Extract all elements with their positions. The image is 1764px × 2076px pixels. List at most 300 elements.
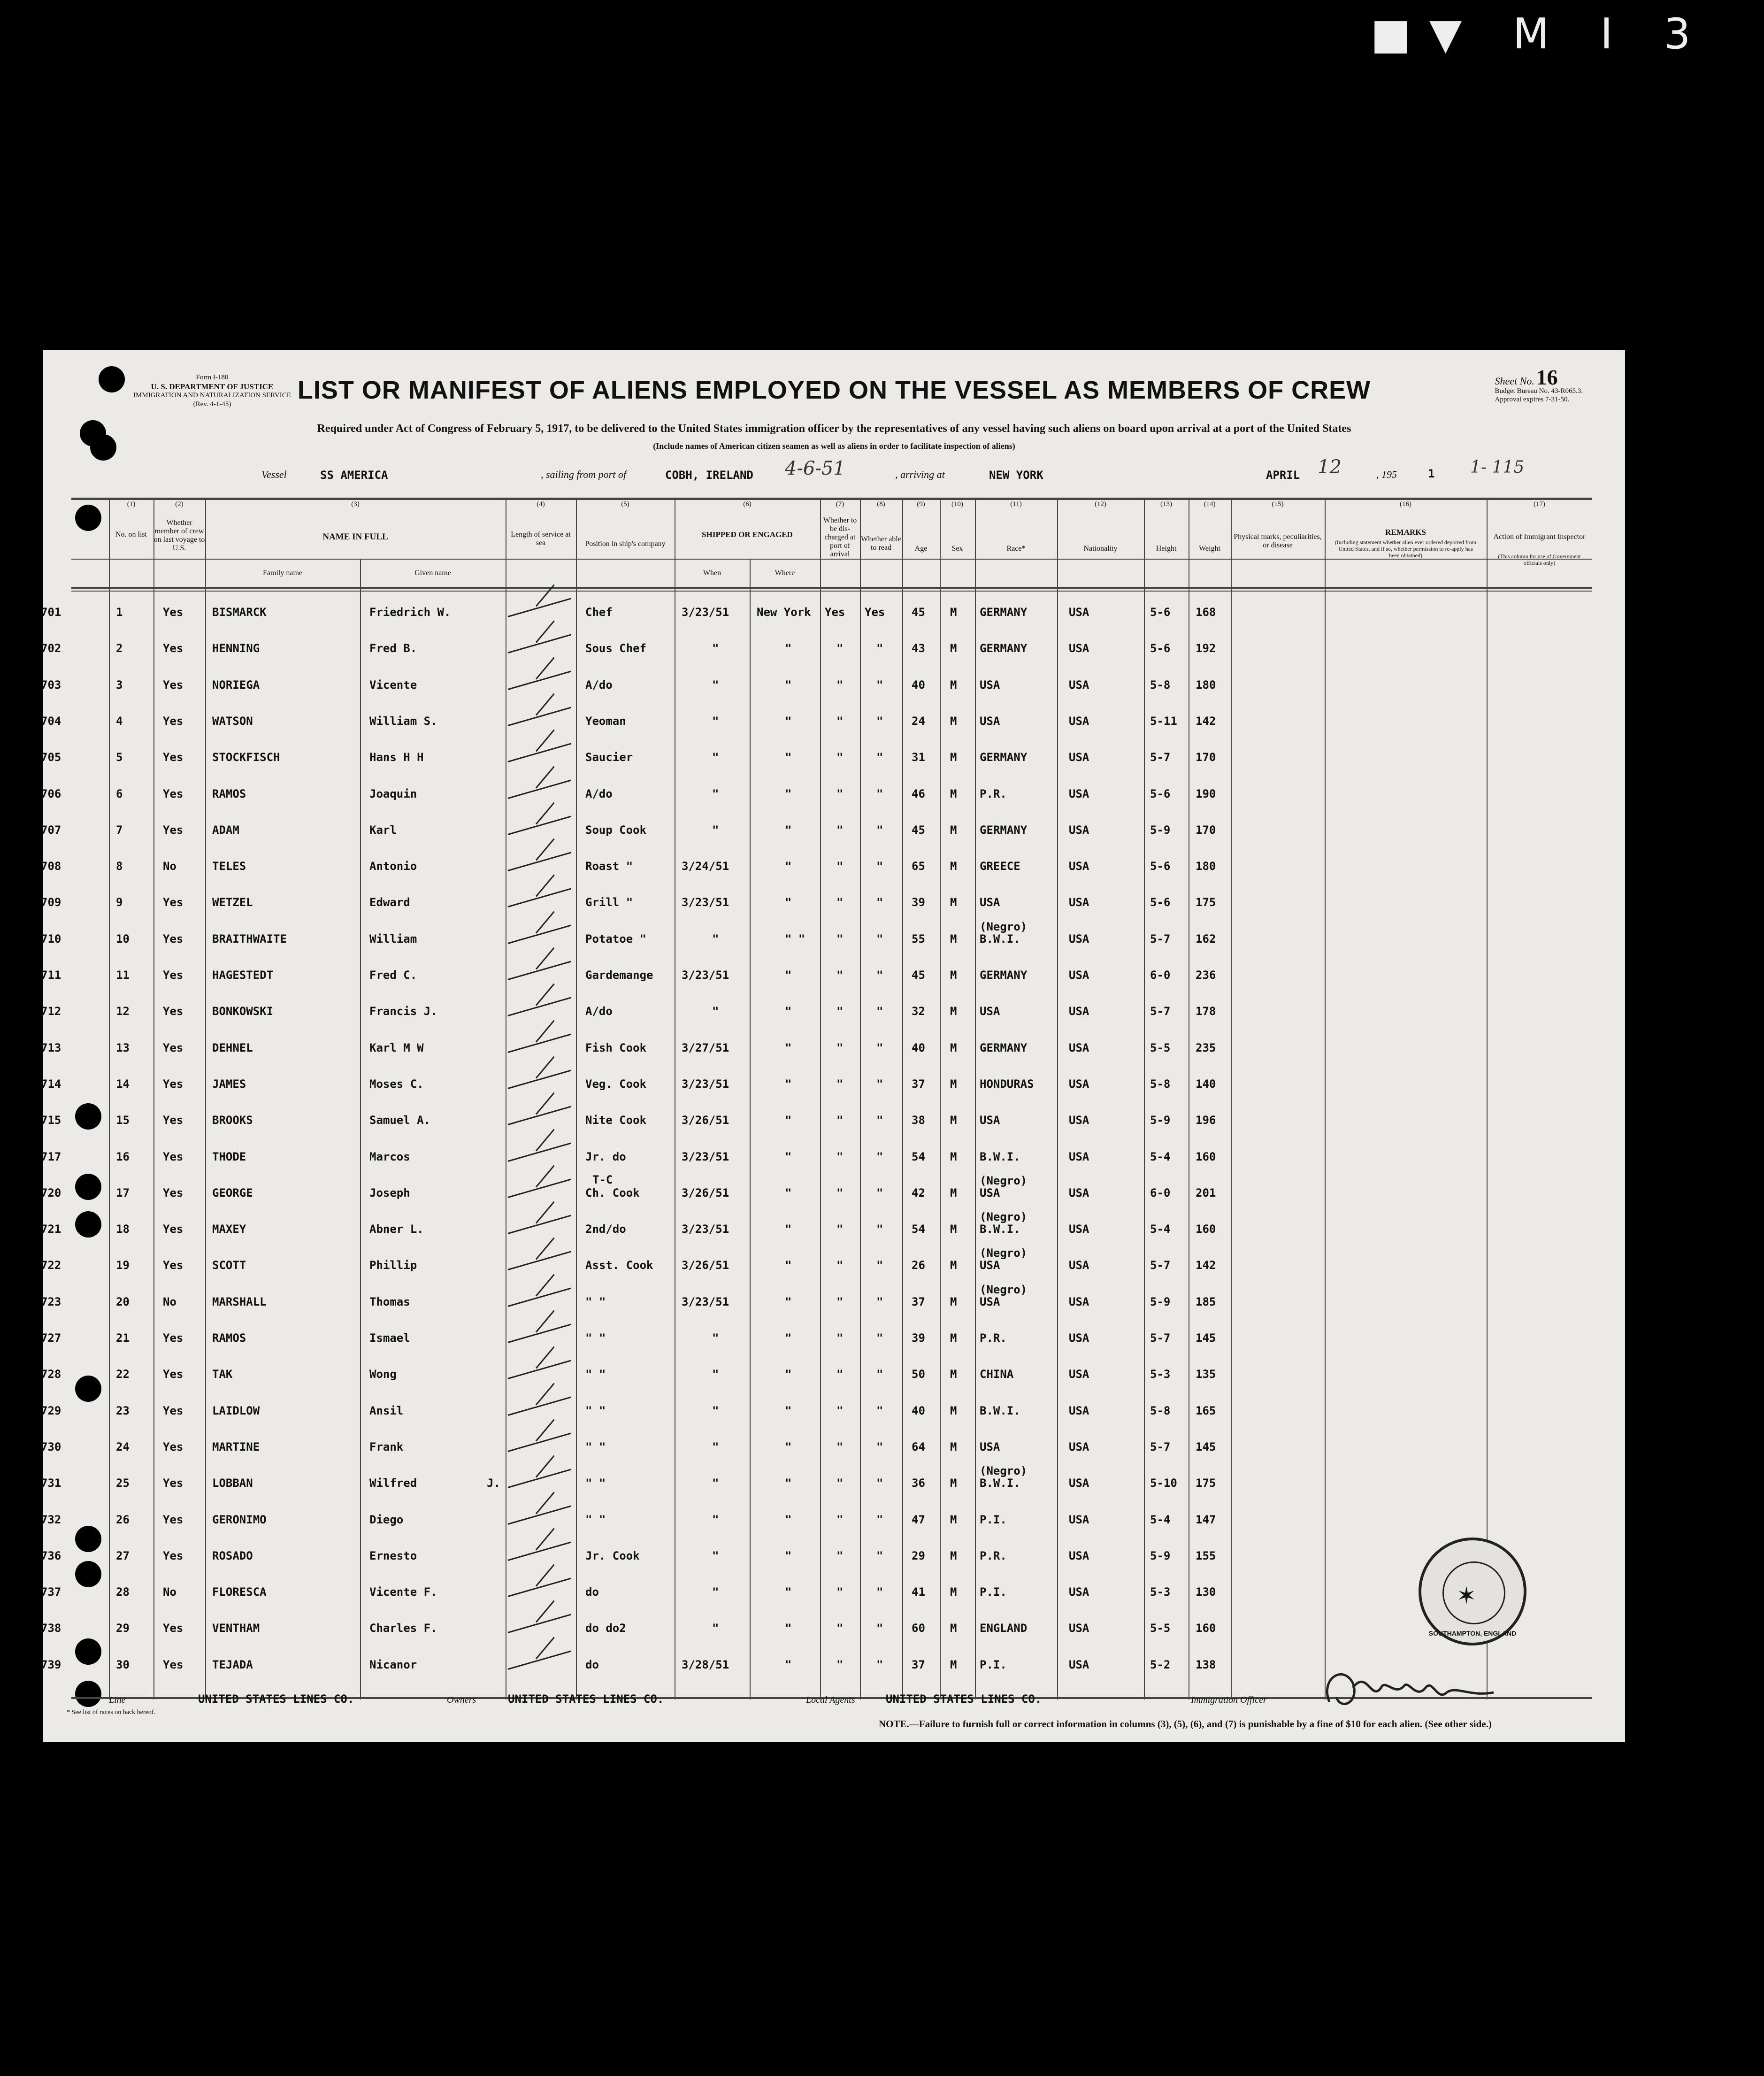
col6-header: SHIPPED OR ENGAGED <box>702 530 793 539</box>
sheet-number: 16 <box>1536 365 1558 389</box>
height: 5-6 <box>1150 642 1171 655</box>
race: USA <box>980 1114 1000 1127</box>
last-voyage: Yes <box>163 787 184 800</box>
arriving-label: , arriving at <box>895 469 945 480</box>
family-name: DEHNEL <box>212 1041 253 1054</box>
position: A/do <box>585 678 613 692</box>
shipped-where: " <box>785 715 792 728</box>
sex: M <box>950 1658 957 1671</box>
sex: M <box>950 1186 957 1199</box>
given-name: Fred C. <box>369 969 417 982</box>
shipped-where: " <box>785 1368 792 1381</box>
sex: M <box>950 1150 957 1163</box>
shipped-when: 3/26/51 <box>682 1114 729 1127</box>
sex: M <box>950 1513 957 1526</box>
given-name: William <box>369 932 417 946</box>
row-number: 5 <box>116 751 123 764</box>
race: P.I. <box>980 1585 1007 1599</box>
nationality: USA <box>1069 1041 1089 1054</box>
row-number: 15 <box>116 1114 130 1127</box>
margin-number: 703 <box>41 678 61 692</box>
weight: 130 <box>1196 1585 1216 1599</box>
discharged: Yes <box>825 606 845 619</box>
position: Jr. Cook <box>585 1549 640 1562</box>
row-number: 25 <box>116 1476 130 1490</box>
nationality: USA <box>1069 715 1089 728</box>
given-name: Moses C. <box>369 1077 424 1091</box>
able-to-read: " <box>876 715 883 728</box>
last-voyage: No <box>163 1295 176 1308</box>
shipped-when: " <box>712 1440 719 1453</box>
weight: 155 <box>1196 1549 1216 1562</box>
margin-number: 702 <box>41 642 61 655</box>
sex: M <box>950 1368 957 1381</box>
race-note: (Negro) <box>980 1283 1028 1296</box>
header-subrule <box>71 559 1592 560</box>
nationality: USA <box>1069 896 1089 909</box>
family-name: RAMOS <box>212 787 246 800</box>
able-to-read: " <box>876 1005 883 1018</box>
weight: 175 <box>1196 1476 1216 1490</box>
row-number: 12 <box>116 1005 130 1018</box>
form-number: Form I-180 <box>196 374 229 381</box>
margin-number: 728 <box>41 1368 61 1381</box>
handwritten-reference: 1- 115 <box>1470 458 1525 477</box>
given-name: Edward <box>369 896 410 909</box>
able-to-read: " <box>876 932 883 946</box>
race: GREECE <box>980 860 1020 873</box>
shipped-when: 3/23/51 <box>682 1223 729 1236</box>
row-number: 9 <box>116 896 123 909</box>
race: P.R. <box>980 1331 1007 1345</box>
given-name: Vicente <box>369 678 417 692</box>
nationality: USA <box>1069 1186 1089 1199</box>
age: 40 <box>912 678 925 692</box>
race: P.R. <box>980 1549 1007 1562</box>
discharged: " <box>836 751 844 764</box>
age: 32 <box>912 1005 925 1018</box>
weight: 235 <box>1196 1041 1216 1054</box>
last-voyage: Yes <box>163 1077 184 1091</box>
discharged: " <box>836 1622 844 1635</box>
owners-value: UNITED STATES LINES CO. <box>508 1692 664 1706</box>
weight: 135 <box>1196 1368 1216 1381</box>
weight: 142 <box>1196 715 1216 728</box>
column-rule <box>940 498 941 1699</box>
race: P.R. <box>980 787 1007 800</box>
weight: 201 <box>1196 1186 1216 1199</box>
able-to-read: " <box>876 678 883 692</box>
shipped-where: " <box>785 969 792 982</box>
shipped-when: " <box>712 1549 719 1562</box>
discharged: " <box>836 1077 844 1091</box>
row-number: 16 <box>116 1150 130 1163</box>
shipped-where: New York <box>757 606 811 619</box>
shipped-where: " <box>785 678 792 692</box>
shipped-when: " <box>712 678 719 692</box>
given-name: Thomas <box>369 1295 410 1308</box>
nationality: USA <box>1069 1295 1089 1308</box>
given-name: Marcos <box>369 1150 410 1163</box>
given-name: Abner L. <box>369 1223 424 1236</box>
discharged: " <box>836 787 844 800</box>
race-note: (Negro) <box>980 920 1028 933</box>
margin-number: 714 <box>41 1077 61 1091</box>
able-to-read: " <box>876 823 883 837</box>
race-footnote: * See list of races on back hereof. <box>67 1709 155 1716</box>
height: 5-9 <box>1150 1295 1171 1308</box>
shipped-when: " <box>712 1404 719 1417</box>
height: 5-5 <box>1150 1041 1171 1054</box>
race: USA <box>980 1186 1000 1199</box>
weight: 192 <box>1196 642 1216 655</box>
able-to-read: " <box>876 1114 883 1127</box>
able-to-read: Yes <box>865 606 885 619</box>
height: 5-6 <box>1150 896 1171 909</box>
nationality: USA <box>1069 823 1089 837</box>
position: Ch. Cook <box>585 1186 640 1199</box>
position: Gardemange <box>585 969 653 982</box>
shipped-where: " <box>785 896 792 909</box>
crew-table <box>41 498 1592 1699</box>
age: 65 <box>912 860 925 873</box>
age: 37 <box>912 1077 925 1091</box>
height: 5-9 <box>1150 823 1171 837</box>
col1-header: No. on list <box>115 531 147 538</box>
col17-header: Action of Immigrant Inspector <box>1493 533 1586 541</box>
able-to-read: " <box>876 1404 883 1417</box>
shipped-where: " <box>785 1331 792 1345</box>
family-name: SCOTT <box>212 1259 246 1272</box>
last-voyage: Yes <box>163 1223 184 1236</box>
able-to-read: " <box>876 1223 883 1236</box>
shipped-where: " <box>785 1223 792 1236</box>
margin-number: 706 <box>41 787 61 800</box>
sex: M <box>950 1440 957 1453</box>
family-name: WATSON <box>212 715 253 728</box>
family-name: HAGESTEDT <box>212 969 274 982</box>
col3-header: NAME IN FULL <box>322 532 388 542</box>
subtitle: Required under Act of Congress of February 5, 1917, to be delivered to the United States immigration officer by the representatives of any vessel having such aliens on board upon arrival at a port of the United States <box>317 423 1351 435</box>
family-name: ROSADO <box>212 1549 253 1562</box>
family-name: STOCKFISCH <box>212 751 280 764</box>
shipped-where: " <box>785 1513 792 1526</box>
margin-number: 730 <box>41 1440 61 1453</box>
last-voyage: Yes <box>163 1114 184 1127</box>
discharged: " <box>836 715 844 728</box>
weight: 140 <box>1196 1077 1216 1091</box>
col9-header: Age <box>914 545 928 553</box>
margin-number: 737 <box>41 1585 61 1599</box>
age: 31 <box>912 751 925 764</box>
sex: M <box>950 642 957 655</box>
last-voyage: Yes <box>163 969 184 982</box>
col13-header: Height <box>1156 545 1177 553</box>
given-name: Nicanor <box>369 1658 417 1671</box>
height: 5-10 <box>1150 1476 1177 1490</box>
col16-number: (16) <box>1400 500 1411 508</box>
nationality: USA <box>1069 1549 1089 1562</box>
weight: 190 <box>1196 787 1216 800</box>
nationality: USA <box>1069 1368 1089 1381</box>
arrival-day: 12 <box>1318 456 1342 478</box>
weight: 138 <box>1196 1658 1216 1671</box>
age: 55 <box>912 932 925 946</box>
given-name: Hans H H <box>369 751 424 764</box>
race: B.W.I. <box>980 1476 1020 1490</box>
shipped-where: " <box>785 642 792 655</box>
nationality: USA <box>1069 1077 1089 1091</box>
discharged: " <box>836 1223 844 1236</box>
last-voyage: Yes <box>163 1658 184 1671</box>
margin-number: 720 <box>41 1186 61 1199</box>
family-name: BRAITHWAITE <box>212 932 287 946</box>
col2-number: (2) <box>175 500 184 508</box>
given-name: Fred B. <box>369 642 417 655</box>
race: GERMANY <box>980 1041 1028 1054</box>
able-to-read: " <box>876 1259 883 1272</box>
where-header: Where <box>775 569 795 577</box>
age: 45 <box>912 969 925 982</box>
able-to-read: " <box>876 787 883 800</box>
able-to-read: " <box>876 1622 883 1635</box>
last-voyage: No <box>163 860 176 873</box>
weight: 236 <box>1196 969 1216 982</box>
shipped-where: " <box>785 1114 792 1127</box>
discharged: " <box>836 1005 844 1018</box>
shipped-when: 3/23/51 <box>682 1077 729 1091</box>
column-rule <box>153 498 154 1699</box>
year-digit: 1 <box>1428 467 1435 480</box>
height: 5-11 <box>1150 715 1177 728</box>
last-voyage: Yes <box>163 932 184 946</box>
shipped-when: " <box>712 1513 719 1526</box>
discharged: " <box>836 1041 844 1054</box>
position: do do2 <box>585 1622 626 1635</box>
age: 37 <box>912 1658 925 1671</box>
race-note: (Negro) <box>980 1174 1028 1187</box>
weight: 162 <box>1196 932 1216 946</box>
age: 36 <box>912 1476 925 1490</box>
margin-number: 711 <box>41 969 61 982</box>
race: GERMANY <box>980 642 1028 655</box>
shipped-when: " <box>712 1476 719 1490</box>
margin-number: 731 <box>41 1476 61 1490</box>
given-name: Friedrich W. <box>369 606 451 619</box>
row-number: 11 <box>116 969 130 982</box>
subnote: (Include names of American citizen seamen as well as aliens in order to facilitate inspection of aliens) <box>653 441 1015 451</box>
col1-number: (1) <box>127 500 136 508</box>
last-voyage: Yes <box>163 1259 184 1272</box>
sex: M <box>950 1549 957 1562</box>
weight: 145 <box>1196 1331 1216 1345</box>
sex: M <box>950 1295 957 1308</box>
given-name: Joaquin <box>369 787 417 800</box>
able-to-read: " <box>876 1295 883 1308</box>
position: Soup Cook <box>585 823 647 837</box>
line-value: UNITED STATES LINES CO. <box>198 1692 354 1706</box>
race-note: (Negro) <box>980 1246 1028 1260</box>
height: 5-7 <box>1150 932 1171 946</box>
nationality: USA <box>1069 1223 1089 1236</box>
arrival-month: APRIL <box>1266 469 1300 482</box>
position: Grill " <box>585 896 633 909</box>
when-header: When <box>703 569 721 577</box>
family-name: JAMES <box>212 1077 246 1091</box>
weight: 142 <box>1196 1259 1216 1272</box>
nationality: USA <box>1069 606 1089 619</box>
weight: 147 <box>1196 1513 1216 1526</box>
col17-number: (17) <box>1534 500 1545 508</box>
column-rule <box>902 498 903 1699</box>
discharged: " <box>836 860 844 873</box>
row-number: 26 <box>116 1513 130 1526</box>
col5-header: Position in ship's company <box>585 540 666 548</box>
shipped-when: 3/23/51 <box>682 1150 729 1163</box>
shipped-where: " <box>785 823 792 837</box>
race: USA <box>980 678 1000 692</box>
last-voyage: Yes <box>163 678 184 692</box>
shipped-where: " <box>785 860 792 873</box>
shipped-when: " <box>712 787 719 800</box>
sex: M <box>950 1476 957 1490</box>
able-to-read: " <box>876 1585 883 1599</box>
age: 42 <box>912 1186 925 1199</box>
shipped-where: " <box>785 1186 792 1199</box>
family-name: TEJADA <box>212 1658 253 1671</box>
manifest-sheet <box>43 350 1625 1742</box>
family-name: TAK <box>212 1368 233 1381</box>
shipped-when: " <box>712 1368 719 1381</box>
family-name: LOBBAN <box>212 1476 253 1490</box>
race: GERMANY <box>980 606 1028 619</box>
weight: 160 <box>1196 1150 1216 1163</box>
shipped-where: " <box>785 787 792 800</box>
sex: M <box>950 1077 957 1091</box>
position: " " <box>585 1368 606 1381</box>
col14-number: (14) <box>1204 500 1216 508</box>
col10-number: (10) <box>951 500 963 508</box>
position: " " <box>585 1331 606 1345</box>
officer-label: Immigration Officer <box>1191 1695 1267 1705</box>
nationality: USA <box>1069 1440 1089 1453</box>
shipped-when: " <box>712 751 719 764</box>
weight: 175 <box>1196 896 1216 909</box>
row-number: 28 <box>116 1585 130 1599</box>
shipped-when: 3/23/51 <box>682 896 729 909</box>
discharged: " <box>836 969 844 982</box>
sex: M <box>950 896 957 909</box>
column-rule <box>205 498 206 1699</box>
margin-number: 713 <box>41 1041 61 1054</box>
discharged: " <box>836 1259 844 1272</box>
last-voyage: Yes <box>163 1440 184 1453</box>
last-voyage: Yes <box>163 715 184 728</box>
weight: 168 <box>1196 606 1216 619</box>
row-number: 17 <box>116 1186 130 1199</box>
shipped-when: 3/23/51 <box>682 1295 729 1308</box>
given-name: Wilfred <box>369 1476 417 1490</box>
given-name: Charles F. <box>369 1622 437 1635</box>
shipped-where: " <box>785 1549 792 1562</box>
row-number: 7 <box>116 823 123 837</box>
shipped-when: 3/27/51 <box>682 1041 729 1054</box>
position: 2nd/do <box>585 1223 626 1236</box>
shipped-where: " <box>785 1259 792 1272</box>
weight: 185 <box>1196 1295 1216 1308</box>
able-to-read: " <box>876 1150 883 1163</box>
column-rule <box>109 498 110 1699</box>
shipped-where: " <box>785 1622 792 1635</box>
form-revision: (Rev. 4-1-45) <box>193 400 231 408</box>
family-name-header: Family name <box>263 569 302 577</box>
col12-header: Nationality <box>1083 545 1118 553</box>
col15-number: (15) <box>1272 500 1284 508</box>
able-to-read: " <box>876 1476 883 1490</box>
row-number: 19 <box>116 1259 130 1272</box>
table-top-rule <box>71 498 1592 500</box>
column-rule <box>576 498 577 1699</box>
race: USA <box>980 896 1000 909</box>
row-number: 29 <box>116 1622 130 1635</box>
height: 5-4 <box>1150 1223 1171 1236</box>
col8-number: (8) <box>877 500 885 508</box>
col17-subheader: (This column for use of Government officials only) <box>1498 553 1581 566</box>
margin-number: 727 <box>41 1331 61 1345</box>
row-number: 23 <box>116 1404 130 1417</box>
nationality: USA <box>1069 860 1089 873</box>
position: Asst. Cook <box>585 1259 653 1272</box>
sex: M <box>950 1114 957 1127</box>
row-number: 2 <box>116 642 123 655</box>
margin-number: 701 <box>41 606 61 619</box>
row-number: 1 <box>116 606 123 619</box>
age: 39 <box>912 896 925 909</box>
discharged: " <box>836 1368 844 1381</box>
stamp-text: SOUTHAMPTON, ENGLAND <box>1428 1630 1517 1637</box>
position: " " <box>585 1440 606 1453</box>
margin-number: 729 <box>41 1404 61 1417</box>
last-voyage: Yes <box>163 1186 184 1199</box>
nationality: USA <box>1069 1622 1089 1635</box>
handwritten-date: 4-6-51 <box>785 458 845 479</box>
given-name: William S. <box>369 715 437 728</box>
column-rule <box>1057 498 1058 1699</box>
shipped-when: 3/23/51 <box>682 606 729 619</box>
col14-header: Weight <box>1199 545 1220 553</box>
shipped-when: " <box>712 1331 719 1345</box>
col3-number: (3) <box>351 500 360 508</box>
shipped-when: 3/24/51 <box>682 860 729 873</box>
position: " " <box>585 1476 606 1490</box>
sex: M <box>950 1223 957 1236</box>
age: 64 <box>912 1440 925 1453</box>
sheet-label: Sheet No. <box>1495 375 1534 387</box>
margin-number: 709 <box>41 896 61 909</box>
nationality: USA <box>1069 1658 1089 1671</box>
family-name: WETZEL <box>212 896 253 909</box>
vessel-label: Vessel <box>261 469 287 480</box>
last-voyage: Yes <box>163 1368 184 1381</box>
nationality: USA <box>1069 1259 1089 1272</box>
sex: M <box>950 787 957 800</box>
race: HONDURAS <box>980 1077 1034 1091</box>
col15-header: Physical marks, peculiarities, or disease <box>1234 533 1322 549</box>
height: 5-8 <box>1150 1077 1171 1091</box>
last-voyage: Yes <box>163 896 184 909</box>
able-to-read: " <box>876 642 883 655</box>
race-note: (Negro) <box>980 1210 1028 1223</box>
